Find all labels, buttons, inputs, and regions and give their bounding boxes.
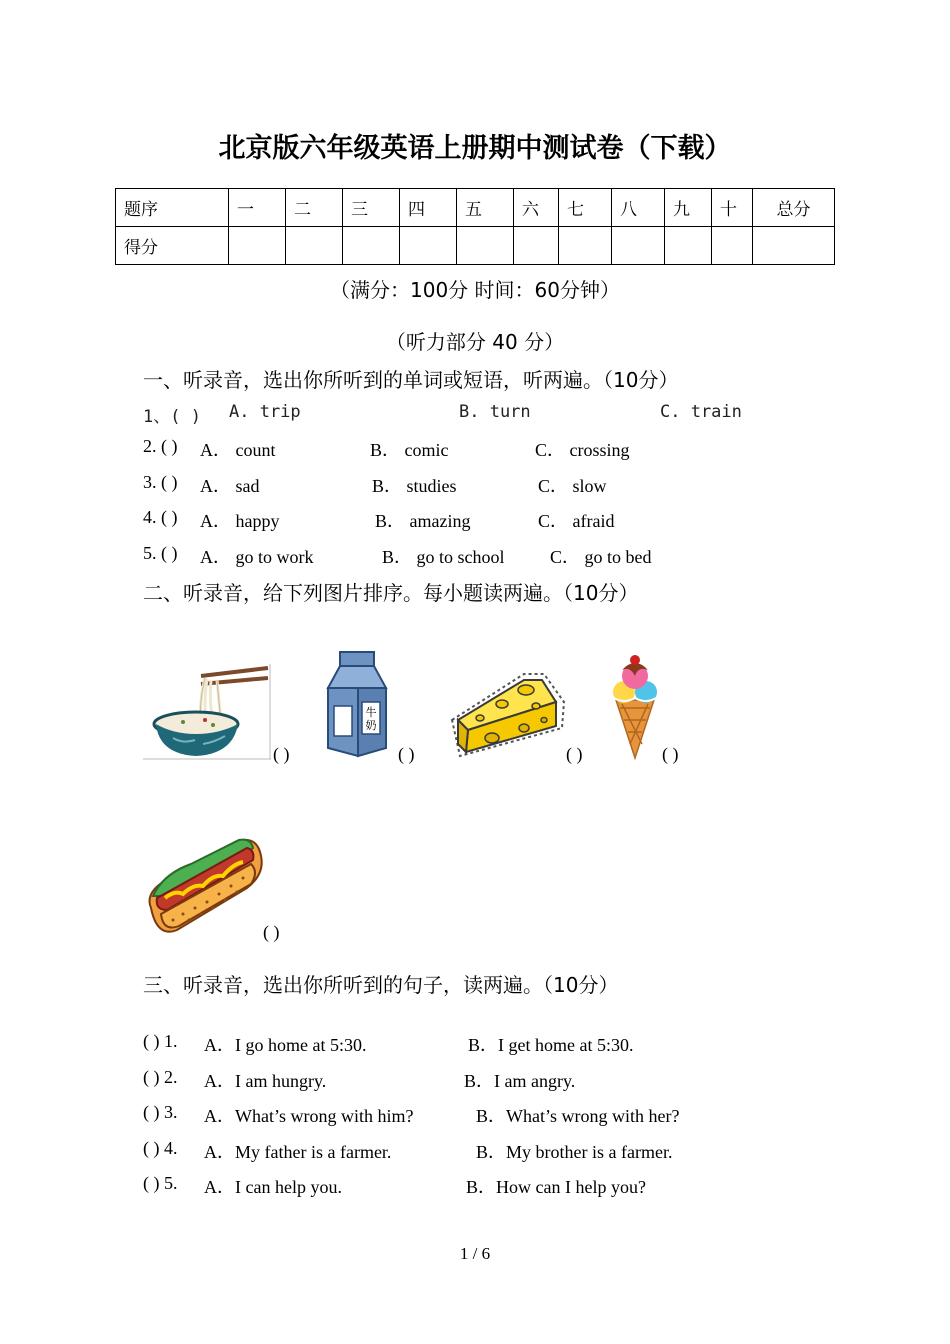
s3-q3-option-a: A．What’s wrong with him?: [204, 1106, 414, 1126]
picture-blank-5[interactable]: ( ): [263, 922, 280, 942]
page-title: 北京版六年级英语上册期中测试卷（下载）: [218, 133, 732, 164]
q5-number: 5. ( ): [143, 543, 178, 563]
ice-cream-picture: [608, 654, 662, 762]
score-cell[interactable]: [712, 227, 753, 265]
q1-option-c: C. train: [660, 402, 742, 422]
section3-heading: 三、听录音，选出你所听到的句子，读两遍。（10分）: [143, 973, 619, 997]
score-cell[interactable]: [753, 227, 835, 265]
page-number: 1 / 6: [459, 1244, 491, 1263]
s3-q1-option-b: B．I get home at 5:30.: [468, 1035, 634, 1055]
picture-blank-1[interactable]: ( ): [273, 744, 290, 764]
q1-option-b: B. turn: [459, 402, 531, 422]
header-cell: 二: [286, 189, 343, 227]
row-label-cell: 得分: [116, 227, 229, 265]
score-cell[interactable]: [665, 227, 712, 265]
s3-q4-option-a: A．My father is a farmer.: [204, 1142, 392, 1162]
picture-blank-2[interactable]: ( ): [398, 744, 415, 764]
s3-q3-number: ( ) 3.: [143, 1102, 178, 1122]
header-cell: 四: [400, 189, 457, 227]
hot-dog-picture: [143, 834, 265, 938]
q3-option-b: B． studies: [372, 476, 457, 496]
score-table-header-row: [116, 189, 835, 227]
q2-number: 2. ( ): [143, 436, 178, 456]
score-cell[interactable]: [229, 227, 286, 265]
score-cell[interactable]: [400, 227, 457, 265]
s3-q2-option-b: B．I am angry.: [464, 1071, 576, 1091]
s3-q4-number: ( ) 4.: [143, 1138, 178, 1158]
section1-heading: 一、听录音，选出你所听到的单词或短语，听两遍。（10分）: [143, 368, 679, 392]
q1-number: 1、( ): [143, 407, 201, 427]
score-table-score-row: [116, 227, 835, 265]
score-cell[interactable]: [286, 227, 343, 265]
q3-option-a: A． sad: [200, 476, 260, 496]
q4-number: 4. ( ): [143, 507, 178, 527]
milk-label-1: 牛: [365, 706, 377, 719]
milk-carton-picture: [322, 650, 392, 760]
s3-q1-option-a: A．I go home at 5:30.: [204, 1035, 367, 1055]
header-cell: 总分: [753, 189, 835, 227]
s3-q2-option-a: A．I am hungry.: [204, 1071, 327, 1091]
section2-heading: 二、听录音，给下列图片排序。每小题读两遍。（10分）: [143, 581, 639, 605]
q2-option-b: B． comic: [370, 440, 449, 460]
exam-note: （满分：100分 时间：60分钟）: [330, 278, 620, 302]
q3-option-c: C． slow: [538, 476, 607, 496]
score-cell[interactable]: [343, 227, 400, 265]
score-cell[interactable]: [457, 227, 514, 265]
s3-q1-number: ( ) 1.: [143, 1031, 178, 1051]
q4-option-c: C． afraid: [538, 511, 615, 531]
s3-q5-option-b: B．How can I help you?: [466, 1177, 646, 1197]
score-cell[interactable]: [514, 227, 559, 265]
header-cell: 八: [612, 189, 665, 227]
s3-q5-option-a: A．I can help you.: [204, 1177, 342, 1197]
q5-option-b: B． go to school: [382, 547, 505, 567]
noodles-picture: [143, 662, 271, 760]
s3-q4-option-b: B．My brother is a farmer.: [476, 1142, 673, 1162]
milk-label-2: 奶: [365, 719, 377, 732]
header-cell: 三: [343, 189, 400, 227]
picture-blank-3[interactable]: ( ): [566, 744, 583, 764]
q4-option-a: A． happy: [200, 511, 280, 531]
q5-option-a: A． go to work: [200, 547, 314, 567]
header-cell: 十: [712, 189, 753, 227]
q1-option-a: A. trip: [229, 402, 301, 422]
cheese-picture: [444, 668, 568, 762]
q2-option-c: C． crossing: [535, 440, 630, 460]
header-cell: 一: [229, 189, 286, 227]
listening-header: （听力部分 40 分）: [385, 330, 565, 354]
score-cell[interactable]: [612, 227, 665, 265]
score-cell[interactable]: [559, 227, 612, 265]
header-cell: 九: [665, 189, 712, 227]
q3-number: 3. ( ): [143, 472, 178, 492]
header-cell: 六: [514, 189, 559, 227]
header-cell: 七: [559, 189, 612, 227]
picture-blank-4[interactable]: ( ): [662, 744, 679, 764]
header-cell: 题序: [116, 189, 229, 227]
q5-option-c: C． go to bed: [550, 547, 652, 567]
q2-option-a: A． count: [200, 440, 276, 460]
s3-q3-option-b: B．What’s wrong with her?: [476, 1106, 680, 1126]
s3-q5-number: ( ) 5.: [143, 1173, 178, 1193]
s3-q2-number: ( ) 2.: [143, 1067, 178, 1087]
score-table: [115, 188, 835, 265]
q4-option-b: B． amazing: [375, 511, 471, 531]
header-cell: 五: [457, 189, 514, 227]
